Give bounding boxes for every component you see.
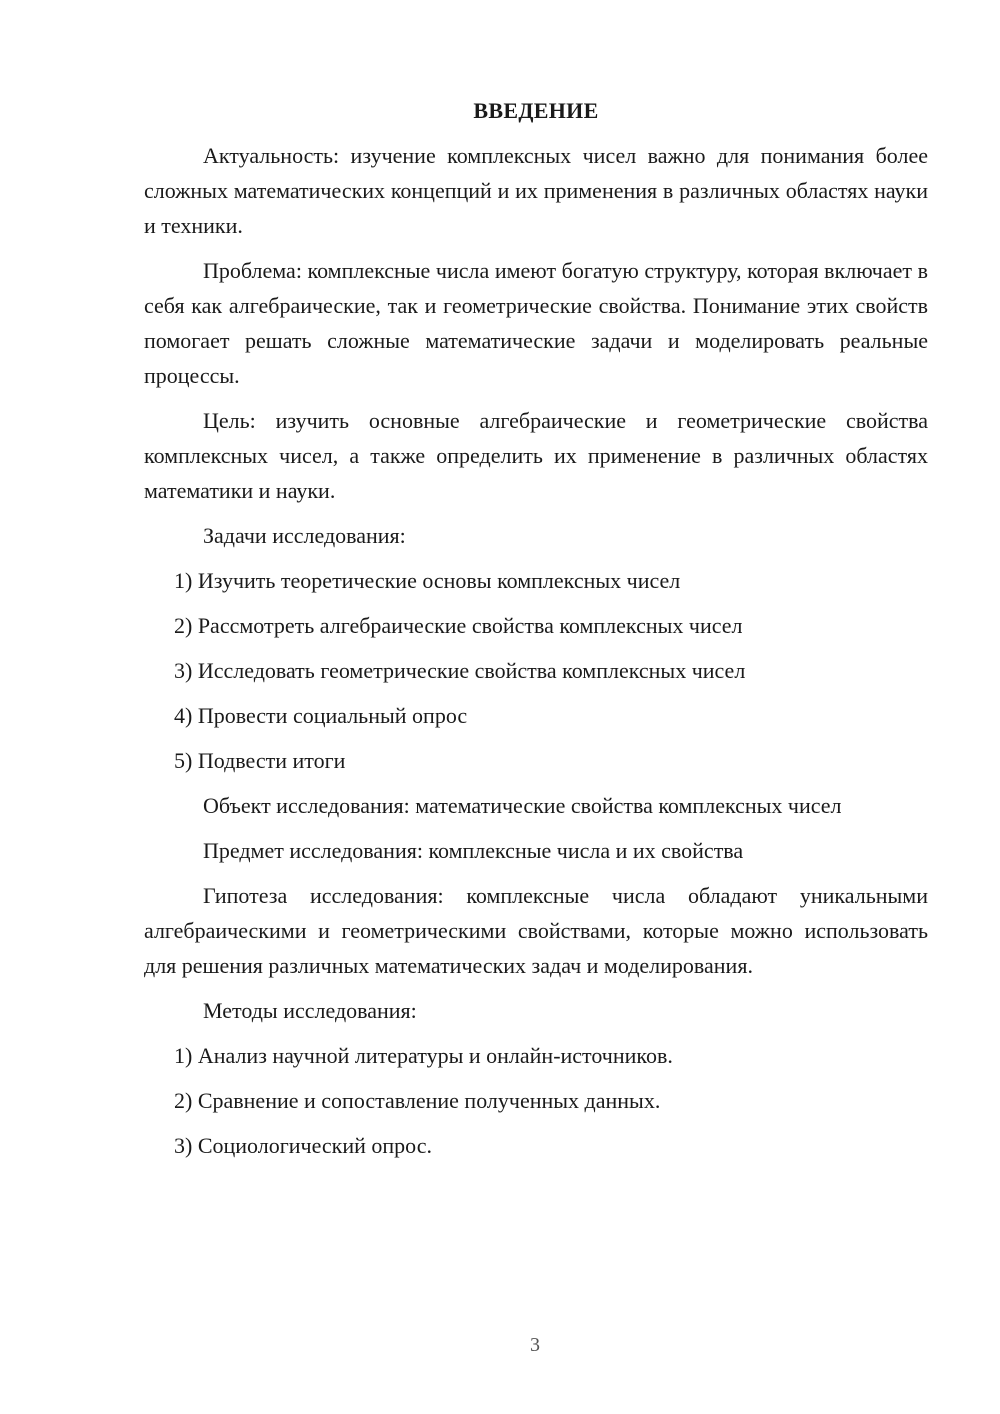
methods-list <box>144 1038 928 1163</box>
list-item: 4) Провести социальный опрос <box>174 703 468 728</box>
list-item: 2) Рассмотреть алгебраические свойства комплексных чисел <box>174 613 743 638</box>
page-number: 3 <box>530 1334 540 1356</box>
list-item: 2) Сравнение и сопоставление полученных данных. <box>174 1088 661 1113</box>
list-item: 3) Исследовать геометрические свойства комплексных чисел <box>174 658 746 683</box>
list-item: 1) Изучить теоретические основы комплексных чисел <box>174 568 681 593</box>
list-item: 1) Анализ научной литературы и онлайн-источников. <box>174 1043 673 1068</box>
section-title: ВВЕДЕНИЕ <box>473 98 599 123</box>
page-content <box>144 96 928 1173</box>
list-item: 5) Подвести итоги <box>174 748 346 773</box>
actuality-paragraph: Актуальность: изучение комплексных чисел важно для понимания более сложных математических концепций и их применения в различных областях науки и техники. <box>144 143 928 238</box>
list-item: 3) Социологический опрос. <box>174 1133 432 1158</box>
methods-heading: Методы исследования: <box>203 998 417 1023</box>
subject-line: Предмет исследования: комплексные числа и их свойства <box>203 838 744 863</box>
goal-paragraph: Цель: изучить основные алгебраические и геометрические свойства комплексных чисел, а также определить их применение в различных областях математики и науки. <box>144 408 928 503</box>
tasks-list <box>144 563 928 778</box>
tasks-heading: Задачи исследования: <box>203 523 406 548</box>
hypothesis-paragraph: Гипотеза исследования: комплексные числа обладают уникальными алгебраическими и геометрическими свойствами, которые можно использовать для решения различных математических задач и моделирования. <box>144 883 928 978</box>
problem-paragraph: Проблема: комплексные числа имеют богатую структуру, которая включает в себя как алгебраические, так и геометрические свойства. Понимание этих свойств помогает решать сложные математические задачи и моделировать реальные процессы. <box>144 258 928 388</box>
object-line: Объект исследования: математические свойства комплексных чисел <box>203 793 842 818</box>
